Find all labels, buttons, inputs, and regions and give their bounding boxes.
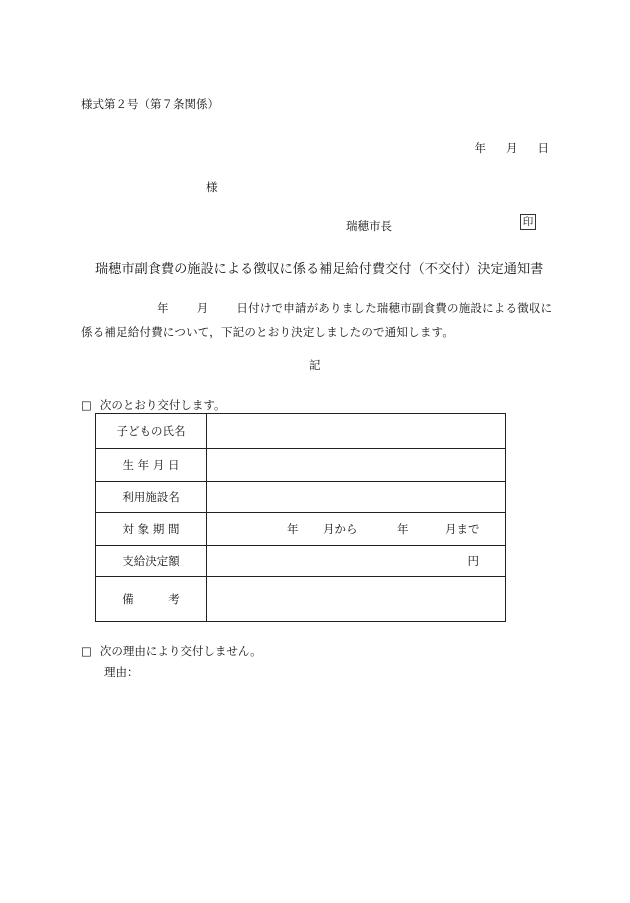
table-row	[96, 414, 506, 449]
remarks-label: 備 考	[96, 577, 207, 622]
birth-date-label: 生 年 月 日	[96, 449, 207, 482]
reason-label: 理由：	[104, 665, 139, 679]
period-year-to: 年	[397, 522, 409, 536]
child-name-field[interactable]	[207, 414, 506, 449]
amount-label: 支給決定額	[96, 546, 207, 577]
child-name-label: 子どもの氏名	[96, 414, 207, 449]
period-label: 対 象 期 間	[96, 513, 207, 546]
nogrant-label: 次の理由により交付しません。	[99, 644, 262, 658]
date-month: 月	[506, 141, 518, 155]
facility-field[interactable]	[207, 482, 506, 513]
period-field[interactable]	[207, 513, 506, 546]
document-title: 瑞穂市副食費の施設による徴収に係る補足給付費交付（不交付）決定通知書	[95, 262, 544, 277]
seal-mark: 印	[520, 214, 536, 230]
amount-field[interactable]	[207, 546, 506, 577]
period-month-to: 月まで	[445, 522, 480, 536]
body-text: 日付けで申請がありました瑞穂市副食費の施設による徴収に係る補足給付費について，下記のとおり決定しましたので通知します。	[81, 301, 553, 339]
table-row	[96, 482, 506, 513]
nogrant-option	[81, 643, 262, 659]
nogrant-checkbox[interactable]: □	[81, 644, 92, 658]
birth-date-field[interactable]	[207, 449, 506, 482]
table-row	[96, 513, 506, 546]
grant-option	[81, 397, 225, 413]
ki-heading: 記	[309, 358, 321, 372]
date-day: 日	[537, 141, 549, 155]
remarks-field[interactable]	[207, 577, 506, 622]
grant-checkbox[interactable]: □	[81, 398, 92, 412]
table-row	[96, 449, 506, 482]
grant-label: 次のとおり交付します。	[99, 398, 226, 412]
form-number: 様式第２号（第７条関係）	[81, 97, 219, 111]
period-month-from: 月から	[323, 522, 358, 536]
table-row	[96, 577, 506, 622]
issue-date	[455, 140, 550, 156]
facility-label: 利用施設名	[96, 482, 207, 513]
period-year-from: 年	[287, 522, 299, 536]
grant-details-table	[95, 413, 506, 622]
body-month: 月	[196, 301, 209, 315]
addressee-suffix: 様	[206, 180, 218, 194]
body-paragraph	[81, 296, 553, 344]
date-year: 年	[474, 141, 486, 155]
table-row	[96, 546, 506, 577]
yen-unit: 円	[467, 554, 479, 568]
body-year: 年	[157, 301, 169, 315]
issuer-name: 瑞穂市長	[346, 219, 392, 233]
